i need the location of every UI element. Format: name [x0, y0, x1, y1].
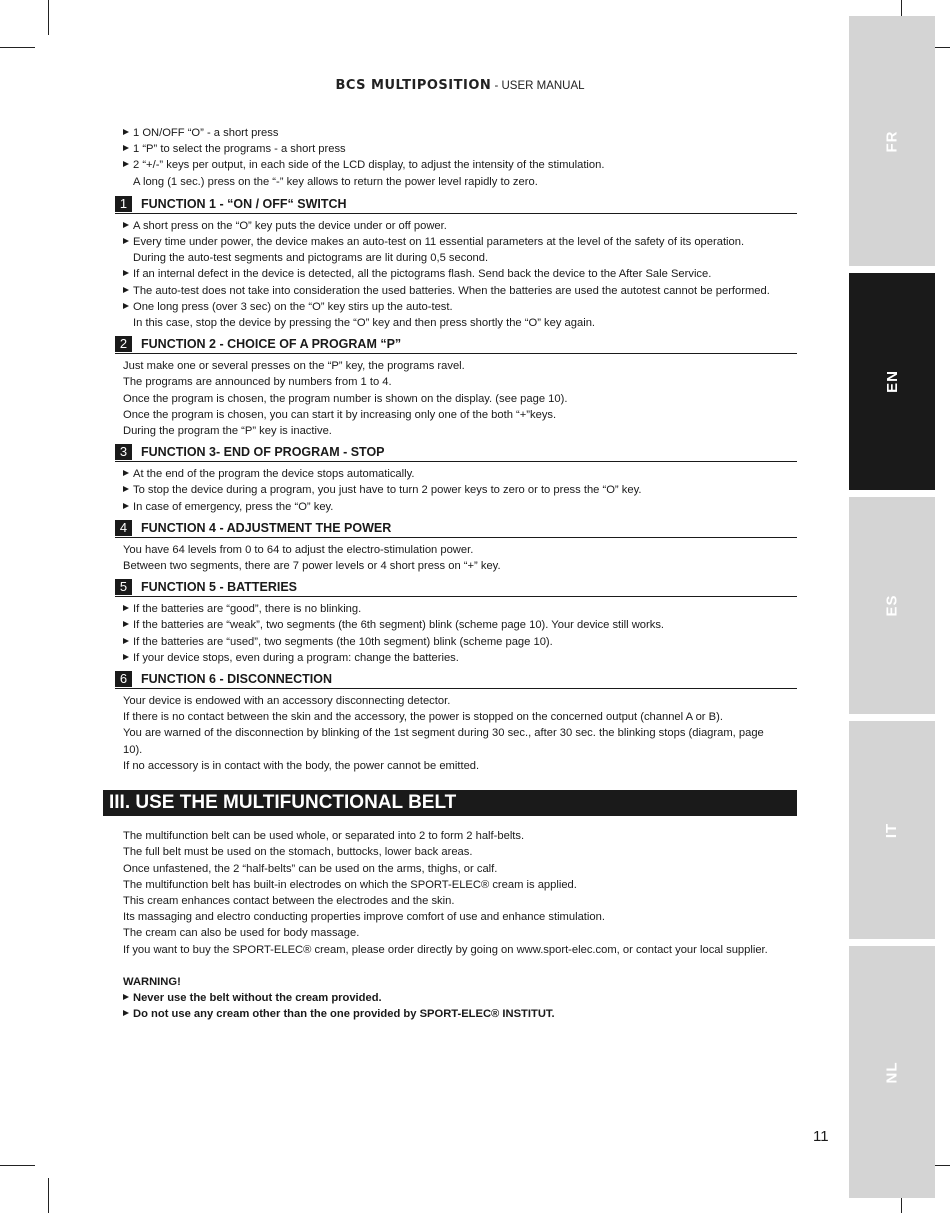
- paragraph-line: Just make one or several presses on the “P” key, the programs ravel.: [123, 360, 465, 373]
- section-heading: [115, 520, 797, 538]
- section-number: 1: [115, 196, 132, 212]
- list-item-continuation: In this case, stop the device by pressing the “O” key and then press shortly the “O” key again.: [133, 317, 596, 330]
- paragraph-line: Once the program is chosen, the program number is shown on the display. (see page 10).: [123, 392, 568, 405]
- tab-es[interactable]: ES: [849, 497, 935, 714]
- list-item: In case of emergency, press the “O” key.: [103, 499, 797, 515]
- tab-it[interactable]: IT: [849, 721, 935, 939]
- crop-mark: [0, 47, 35, 48]
- paragraph-line: Between two segments, there are 7 power levels or 4 short press on “+” key.: [123, 560, 501, 573]
- list-item: At the end of the program the device stops automatically.: [103, 466, 797, 482]
- paragraph-line: The multifunction belt has built-in electrodes on which the SPORT-ELEC® cream is applied.: [123, 878, 577, 891]
- section-number: 5: [115, 579, 132, 595]
- tab-nl[interactable]: NL: [849, 946, 935, 1198]
- list-item: One long press (over 3 sec) on the “O” key stirs up the auto-test.: [103, 299, 797, 315]
- list-item: If the batteries are “weak”, two segments (the 6th segment) blink (scheme page 10). Your device still works.: [103, 617, 797, 633]
- section-heading: [115, 336, 797, 354]
- paragraph-line: Once unfastened, the 2 “half-belts” can be used on the arms, thighs, or calf.: [123, 862, 498, 875]
- paragraph-line: This cream enhances contact between the electrodes and the skin.: [123, 894, 455, 907]
- paragraph-line: The full belt must be used on the stomach, buttocks, lower back areas.: [123, 846, 473, 859]
- warning-item: Never use the belt without the cream provided.: [103, 990, 797, 1006]
- section-number: 4: [115, 520, 132, 536]
- brand-logo: BCS MULTIPOSITION: [335, 78, 492, 93]
- paragraph-line: The programs are announced by numbers from 1 to 4.: [123, 376, 392, 389]
- list-item: The auto-test does not take into consideration the used batteries. When the batteries are used the autotest cannot be performed.: [103, 283, 797, 299]
- paragraph-line: If you want to buy the SPORT-ELEC® cream, please order directly by going on www.sport-elec.com, or contact your local supplier.: [123, 943, 768, 956]
- paragraph-line: You are warned of the disconnection by blinking of the 1st segment during 30 sec., after 30 sec. the blinking stops (diagram, page: [123, 727, 764, 740]
- crop-mark: [48, 1178, 49, 1213]
- intro-item: 1 ON/OFF “O” - a short press: [103, 125, 797, 141]
- list-item: If an internal defect in the device is detected, all the pictograms flash. Send back the device to the After Sale Service.: [103, 266, 797, 282]
- section-title: FUNCTION 5 - BATTERIES: [141, 580, 298, 595]
- section-title: FUNCTION 6 - DISCONNECTION: [141, 672, 332, 687]
- list-item: If the batteries are “good”, there is no blinking.: [103, 601, 797, 617]
- intro-item: 2 “+/-” keys per output, in each side of the LCD display, to adjust the intensity of the stimulation.: [103, 157, 797, 173]
- paragraph-line: 10).: [123, 743, 143, 756]
- paragraph-line: You have 64 levels from 0 to 64 to adjust the electro-stimulation power.: [123, 543, 474, 556]
- section-heading: [115, 579, 797, 597]
- section-heading: [115, 444, 797, 462]
- chapter-heading: III. USE THE MULTIFUNCTIONAL BELT: [103, 790, 797, 816]
- crop-mark: [0, 1165, 35, 1166]
- paragraph-line: If no accessory is in contact with the body, the power cannot be emitted.: [123, 759, 480, 772]
- paragraph-line: Your device is endowed with an accessory disconnecting detector.: [123, 695, 451, 708]
- warning-item: Do not use any cream other than the one provided by SPORT-ELEC® INSTITUT.: [103, 1006, 797, 1022]
- header-suffix: - USER MANUAL: [491, 80, 585, 92]
- list-item: To stop the device during a program, you just have to turn 2 power keys to zero or to press the “O” key.: [103, 482, 797, 498]
- crop-mark: [48, 0, 49, 35]
- section-title: FUNCTION 3- END OF PROGRAM - STOP: [141, 445, 385, 460]
- list-item: A short press on the “O” key puts the device under or off power.: [103, 218, 797, 234]
- page-header: [0, 78, 920, 93]
- list-item: Every time under power, the device makes an auto-test on 11 essential parameters at the level of the safety of its operation.: [103, 234, 797, 250]
- tab-en[interactable]: EN: [849, 273, 935, 490]
- paragraph-line: Its massaging and electro conducting properties improve comfort of use and enhance stimulation.: [123, 911, 605, 924]
- section-heading: [115, 196, 797, 214]
- section-title: FUNCTION 4 - ADJUSTMENT THE POWER: [141, 520, 392, 535]
- paragraph-line: The cream can also be used for body massage.: [123, 927, 360, 940]
- list-item: If the batteries are “used”, two segments (the 10th segment) blink (scheme page 10).: [103, 634, 797, 650]
- paragraph-line: During the program the “P” key is inactive.: [123, 425, 332, 438]
- warning-title: WARNING!: [123, 975, 181, 988]
- intro-item: 1 “P” to select the programs - a short press: [103, 141, 797, 157]
- page-number: 11: [813, 1128, 829, 1145]
- intro-item-continuation: A long (1 sec.) press on the “-” key allows to return the power level rapidly to zero.: [133, 175, 538, 188]
- section-number: 3: [115, 444, 132, 460]
- tab-fr[interactable]: FR: [849, 16, 935, 266]
- section-heading: [115, 671, 797, 689]
- paragraph-line: Once the program is chosen, you can start it by increasing only one of the both “+”keys.: [123, 408, 557, 421]
- language-tabs: [849, 16, 935, 1198]
- section-title: FUNCTION 1 - “ON / OFF“ SWITCH: [141, 196, 347, 211]
- paragraph-line: The multifunction belt can be used whole, or separated into 2 to form 2 half-belts.: [123, 830, 525, 843]
- paragraph-line: If there is no contact between the skin and the accessory, the power is stopped on the concerned output (channel A or B).: [123, 711, 723, 724]
- main-content: [103, 125, 797, 1022]
- list-item-continuation: During the auto-test segments and pictograms are lit during 0,5 second.: [133, 252, 489, 265]
- section-number: 6: [115, 671, 132, 687]
- section-title: FUNCTION 2 - CHOICE OF A PROGRAM “P”: [141, 337, 402, 352]
- list-item: If your device stops, even during a program: change the batteries.: [103, 650, 797, 666]
- section-number: 2: [115, 336, 132, 352]
